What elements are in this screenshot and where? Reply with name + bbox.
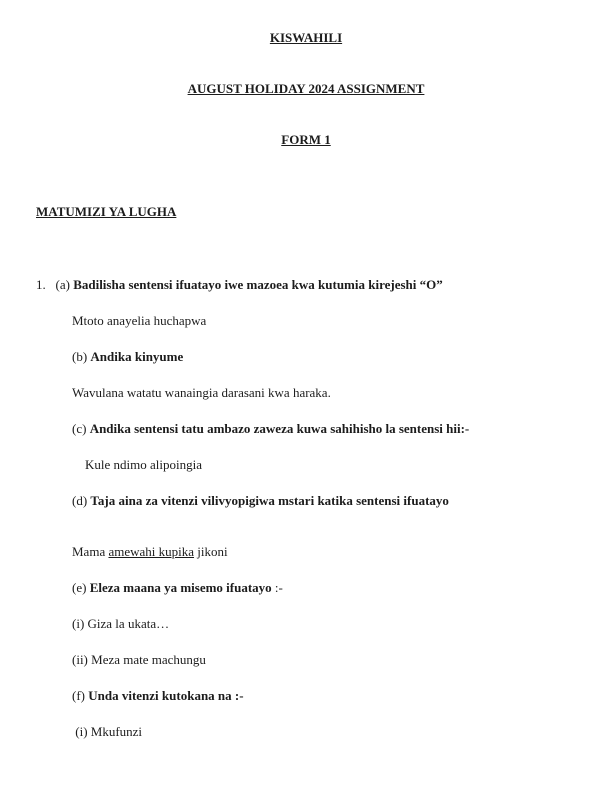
question-1e-item-ii: (ii) Meza mate machungu [72, 652, 206, 667]
doc-title-text: KISWAHILI [269, 30, 343, 45]
question-1f-prefix: (f) [72, 688, 89, 703]
question-1a [36, 277, 576, 292]
question-1b-body: Wavulana watatu wanaingia darasani kwa haraka. [72, 385, 331, 400]
question-1d [36, 493, 576, 508]
section-heading-text: MATUMIZI YA LUGHA [36, 204, 177, 219]
question-1a-text: Badilisha sentensi ifuatayo iwe mazoea kwa kutumia kirejeshi “O” [73, 277, 443, 292]
question-1b-prefix: (b) [72, 349, 91, 364]
question-1e [36, 580, 576, 595]
doc-title [36, 30, 576, 45]
question-1e-suffix: :- [271, 580, 283, 595]
question-1f-item-i: (i) Mkufunzi [72, 724, 143, 739]
question-1e-text: Eleza maana ya misemo ifuatayo [89, 580, 272, 595]
question-1d-body-post: jikoni [194, 544, 228, 559]
question-1f [36, 688, 576, 703]
question-1d-text: Taja aina za vitenzi vilivyopigiwa mstari katika sentensi ifuatayo [90, 493, 449, 508]
question-1a-body: Mtoto anayelia huchapwa [72, 313, 207, 328]
question-1b-text: Andika kinyume [90, 349, 184, 364]
question-1b [36, 349, 576, 364]
question-1e-prefix: (e) [72, 580, 90, 595]
question-1d-body-pre: Mama [72, 544, 109, 559]
question-1c-text: Andika sentensi tatu ambazo zaweza kuwa sahihisho la sentensi hii:- [89, 421, 470, 436]
question-1e-item-i: (i) Giza la ukata… [72, 616, 170, 631]
question-1c-prefix: (c) [72, 421, 90, 436]
form-title-text: FORM 1 [281, 132, 331, 147]
question-1d-body-underlined: amewahi kupika [108, 544, 195, 559]
question-1a-prefix: 1. (a) [36, 277, 74, 292]
question-1d-prefix: (d) [72, 493, 91, 508]
form-title [36, 132, 576, 147]
assignment-title [36, 81, 576, 96]
question-1c-body: Kule ndimo alipoingia [85, 457, 202, 472]
question-1f-text: Unda vitenzi kutokana na :- [88, 688, 244, 703]
question-1d-body [36, 544, 576, 559]
question-1c [36, 421, 576, 436]
assignment-title-text: AUGUST HOLIDAY 2024 ASSIGNMENT [187, 81, 425, 96]
section-heading [36, 204, 576, 219]
